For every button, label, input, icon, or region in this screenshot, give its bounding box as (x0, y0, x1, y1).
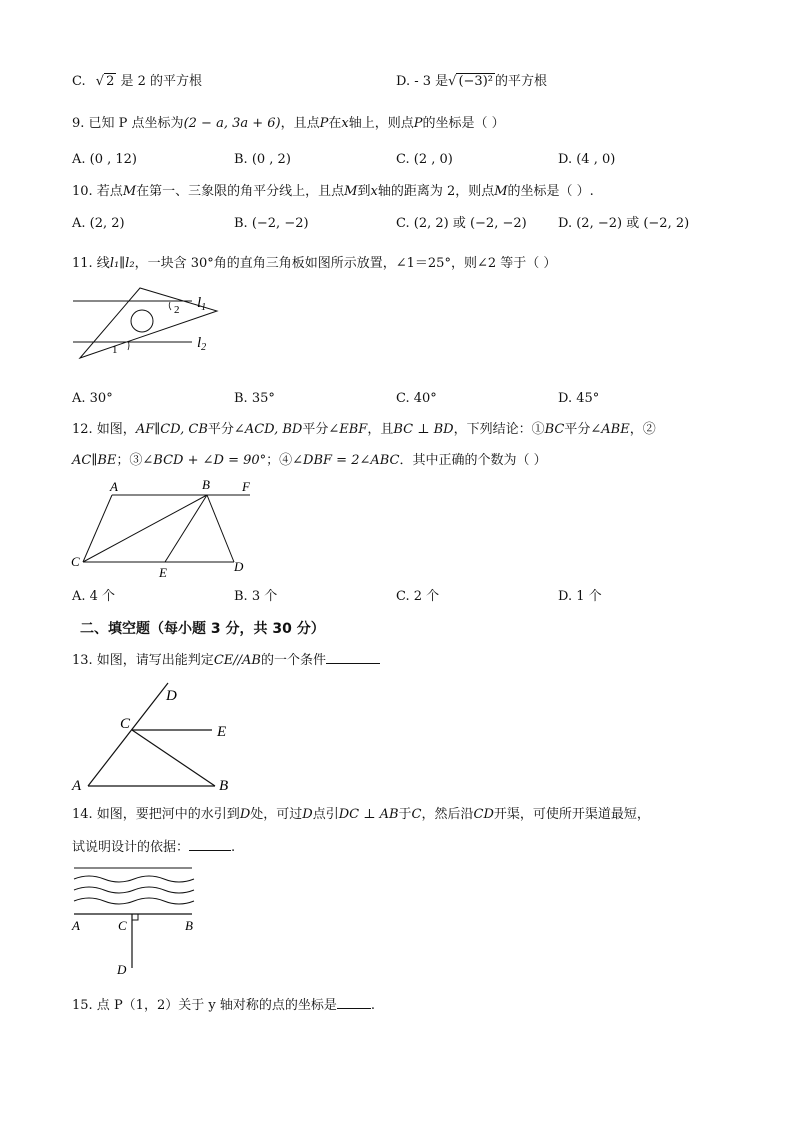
label-l1: $l_1$ (197, 295, 207, 313)
option-letter: D. (396, 74, 411, 89)
text: ，且点 (280, 116, 320, 131)
label-d: D (234, 559, 244, 574)
line-ad (88, 683, 168, 786)
text: 在 (328, 116, 342, 131)
math: AF∥CD, CB (135, 422, 208, 437)
q10-option-c: C. (2, 2) 或 (−2, −2) (396, 216, 527, 231)
math: ∠ACD, BD (233, 422, 303, 437)
text: 10. 若点 (72, 184, 123, 199)
q11-option-c: C. 40° (396, 391, 437, 406)
text: 开渠，可使所开渠道最短， (493, 807, 650, 822)
math: C (411, 807, 422, 822)
label-l2: $l_2$ (197, 335, 207, 353)
q14-stem-line2 (72, 838, 235, 857)
label-e: E (217, 724, 227, 740)
math: M (494, 184, 508, 199)
math: ∠ABE (590, 422, 630, 437)
text: 平分 (207, 422, 234, 437)
math: (2 − a, 3a + 6) (183, 116, 281, 131)
section-heading: 二、填空题（每小题 3 分，共 30 分） (80, 621, 325, 637)
q8-option-c (72, 73, 202, 91)
text: 12. 如图， (72, 422, 136, 437)
text: . (370, 998, 375, 1013)
math: CD (473, 807, 494, 822)
math: D (239, 807, 251, 822)
math: P (413, 116, 423, 131)
math: l₁∥l₂ (109, 256, 135, 271)
math: M (344, 184, 358, 199)
q14-stem-line1 (72, 806, 650, 824)
text: . (231, 840, 236, 855)
answer-blank (326, 651, 380, 664)
text: ．其中正确的个数为（ ） (399, 453, 547, 468)
math: AC∥BE (72, 453, 117, 468)
segment-be (165, 495, 207, 562)
wave-line-3 (74, 898, 194, 904)
math: BC (544, 422, 565, 437)
q8-option-d (396, 73, 547, 91)
q13-figure (70, 680, 240, 800)
text: 的坐标是（ ） (422, 116, 505, 131)
math: BC ⊥ BD (393, 422, 454, 437)
answer-blank (337, 996, 371, 1009)
q12-stem-line1 (72, 421, 656, 439)
text: 14. 如图，要把河中的水引到 (72, 807, 240, 822)
segment-cb (132, 730, 215, 786)
label-c: C (118, 918, 127, 933)
math: M (122, 184, 137, 199)
segment-ac (83, 495, 112, 562)
text: ；③ (116, 453, 143, 468)
text: 11. 线 (72, 256, 110, 271)
q11-figure (70, 284, 220, 359)
label-c: C (120, 716, 131, 732)
q10-stem (72, 183, 594, 201)
math: D (302, 807, 313, 822)
math: ∠DBF = 2∠ABC (292, 453, 400, 468)
text: 的一个条件 (260, 653, 326, 668)
text: 的坐标是（ ）. (507, 184, 594, 199)
q15-stem (72, 996, 375, 1015)
q13-stem (72, 651, 380, 670)
math: ∠BCD + ∠D = 90° (142, 453, 267, 468)
radicand: (−3)² (458, 74, 493, 89)
radicand: 2 (106, 74, 115, 89)
text: ，下列结论：① (453, 422, 545, 437)
text: 处，可过 (250, 807, 303, 822)
q9-stem (72, 115, 505, 133)
label-f: F (242, 479, 250, 494)
text: ，② (629, 422, 656, 437)
q11-option-a: A. 30° (72, 391, 113, 406)
q10-option-d: D. (2, −2) 或 (−2, 2) (558, 216, 690, 231)
q9-option-d: D. (4 , 0) (558, 152, 616, 167)
math: x (341, 116, 349, 131)
q10-option-b: B. (−2, −2) (234, 216, 309, 231)
text: 于 (398, 807, 412, 822)
q9-option-b: B. (0 , 2) (234, 152, 291, 167)
option-letter: C. (72, 74, 86, 89)
angle-1-arc (128, 341, 129, 350)
wave-line-1 (74, 876, 194, 882)
option-text: 是 2 的平方根 (120, 74, 203, 89)
text: 试说明设计的依据： (72, 840, 190, 855)
q12-option-b: B. 3 个 (234, 589, 278, 604)
option-text: 的平方根 (495, 74, 548, 89)
label-a: A (72, 778, 82, 794)
label-c: C (71, 554, 80, 569)
wave-line-2 (74, 887, 194, 893)
label-a: A (110, 479, 118, 494)
segment-cb (83, 495, 207, 562)
angle-2-arc (169, 302, 171, 310)
text: 轴上，则点 (348, 116, 414, 131)
option-text-lead: - 3 是 (414, 74, 449, 89)
text: 到 (357, 184, 371, 199)
label-b: B (185, 918, 193, 933)
text: 9. 已知 P 点坐标为 (72, 116, 184, 131)
text: 15. 点 P（1，2）关于 y 轴对称的点的坐标是 (72, 998, 337, 1013)
text: ；④ (266, 453, 293, 468)
q11-option-b: B. 35° (234, 391, 275, 406)
math: CE//AB (213, 653, 261, 668)
sqrt-symbol: √ (95, 74, 105, 89)
label-angle-1: 1 (112, 344, 118, 356)
q11-option-d: D. 45° (558, 391, 600, 406)
label-d: D (166, 688, 177, 704)
text: ，且 (367, 422, 394, 437)
label-b: B (202, 477, 210, 492)
text: 在第一、三象限的角平分线上，且点 (136, 184, 345, 199)
text: ，一块含 30°角的直角三角板如图所示放置，∠1＝25°，则∠2 等于（ ） (134, 256, 557, 271)
label-e: E (159, 565, 167, 580)
right-angle-mark (132, 914, 138, 920)
q12-stem-line2 (72, 452, 547, 470)
q9-option-a: A. (0 , 12) (72, 152, 138, 167)
text: 平分 (302, 422, 329, 437)
label-b: B (219, 778, 229, 794)
text: 平分 (564, 422, 591, 437)
label-a: A (72, 918, 80, 933)
text: ，然后沿 (421, 807, 474, 822)
q12-figure (70, 478, 260, 578)
q12-option-c: C. 2 个 (396, 589, 440, 604)
q12-option-d: D. 1 个 (558, 589, 602, 604)
label-d: D (117, 962, 127, 977)
math: x (370, 184, 378, 199)
ruler-hole (131, 310, 153, 332)
math: P (319, 116, 329, 131)
text: 13. 如图，请写出能判定 (72, 653, 214, 668)
q10-option-a: A. (2, 2) (72, 216, 125, 231)
q14-figure (72, 864, 202, 979)
math: ∠EBF (328, 422, 368, 437)
q11-stem (72, 255, 556, 273)
answer-blank (189, 838, 231, 851)
label-angle-2: 2 (174, 304, 180, 316)
sqrt-symbol: √ (448, 74, 457, 89)
segment-bd (207, 495, 234, 562)
text: 点引 (312, 807, 339, 822)
text: 轴的距离为 2，则点 (377, 184, 495, 199)
q12-option-a: A. 4 个 (72, 589, 116, 604)
math: DC ⊥ AB (338, 807, 399, 822)
q9-option-c: C. (2 , 0) (396, 152, 453, 167)
